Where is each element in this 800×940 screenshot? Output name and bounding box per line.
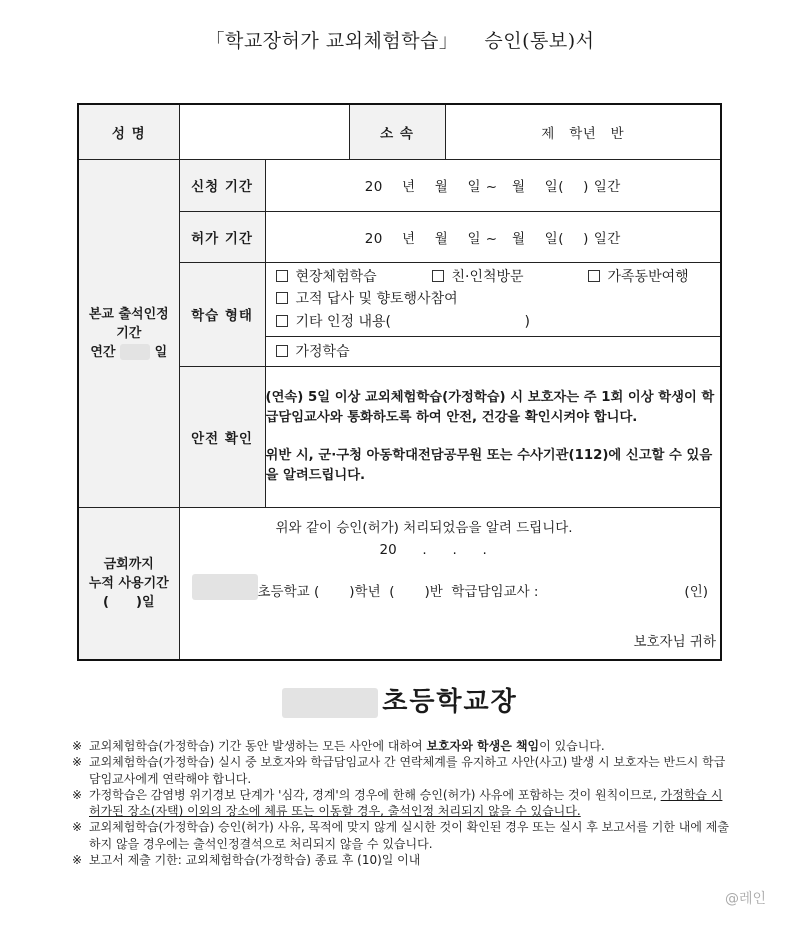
approval-recipient: 보호자님 귀하 (633, 633, 716, 650)
apply-period-value[interactable]: 20 년 월 일 ~ 월 일( ) 일간 (265, 159, 721, 211)
note-mark: ※ (72, 853, 83, 868)
document-title (0, 26, 800, 53)
approval-date[interactable]: 20 . . . (379, 541, 487, 558)
permit-period-value[interactable]: 20 년 월 일 ~ 월 일( ) 일간 (265, 211, 721, 262)
note-mark: ※ (72, 755, 83, 770)
attendance-label-3 (79, 343, 179, 362)
redacted-school-name (192, 574, 258, 600)
approval-form-table (77, 103, 722, 661)
option-field-trip[interactable] (276, 266, 432, 286)
dept-value[interactable]: 제 학년 반 (445, 104, 721, 159)
name-field[interactable] (179, 104, 349, 159)
note-text (89, 738, 732, 754)
note-item (72, 852, 732, 868)
dept-label: 소 속 (349, 104, 445, 159)
title-part-1: 「학교장허가 교외체험학습」 (205, 30, 459, 52)
safety-label: 안전 확인 (179, 366, 265, 507)
option-label: 고적 답사 및 향토행사참여 (295, 291, 458, 307)
cumulative-label-3: ( )일 (102, 594, 155, 610)
note-segment: 가정학습은 감염병 위기경보 단계가 '심각, 경계'의 경우에 한해 승인(허가) 사유에 포함하는 것이 원칙이므로, (89, 787, 661, 802)
note-text (89, 754, 732, 787)
note-segment: 가정학습 시 허가된 장소(자택) 이외의 장소에 체류 또는 이동할 경우, 출석인정 처리되지 않을 수 있습니다. (89, 787, 723, 819)
note-item (72, 819, 732, 852)
note-mark: ※ (72, 739, 83, 753)
cumulative-label-2: 누적 사용기간 (88, 575, 169, 591)
safety-text-2: 위반 시, 군·구청 아동학대전담공무원 또는 수사기관(112)에 신고할 수 있음을 알려드립니다. (265, 447, 713, 483)
note-segment: 교외체험학습(가정학습) 승인(허가) 사유, 목적에 맞지 않게 실시한 것이 확인된 경우 또는 실시 후 보고서를 기한 내에 제출하지 않을 경우에는 출석인정결석으로 처리되지 않을 수 있습니다. (89, 820, 729, 851)
checkbox-icon (276, 292, 288, 304)
note-segment: 보고서 제출 기한: 교외체험학습(가정학습) 종료 후 (10)일 이내 (89, 853, 421, 868)
apply-period-label: 신청 기간 (179, 159, 265, 211)
note-item (72, 738, 732, 754)
option-home-study[interactable] (266, 336, 721, 366)
attendance-label (78, 159, 179, 507)
checkbox-icon (588, 270, 600, 282)
row-name (78, 104, 721, 159)
attendance-label-3b: 일 (154, 344, 168, 360)
permit-period-label: 허가 기간 (179, 211, 265, 262)
redacted-days (120, 344, 150, 360)
option-historic-sites[interactable] (276, 287, 711, 310)
name-label: 성 명 (78, 104, 179, 159)
attendance-label-2: 기간 (116, 325, 142, 341)
option-label: 가정학습 (295, 344, 350, 360)
option-family-trip[interactable] (588, 266, 689, 286)
note-segment: 교외체험학습(가정학습) 실시 중 보호자와 학급담임교사 간 연락체계를 유지하고 사안(사고) 발생 시 보호자는 반드시 학급담임교사에게 연락해야 합니다. (89, 755, 726, 786)
note-mark: ※ (72, 820, 83, 835)
approval-block (179, 507, 721, 660)
option-label: 가족동반여행 (607, 268, 689, 285)
safety-text-1: (연속) 5일 이상 교외체험학습(가정학습) 시 보호자는 주 1회 이상 학생이 학급담임교사와 통화하도록 하여 안전, 건강을 확인시켜야 합니다. (265, 389, 715, 425)
option-label: 기타 인정 내용( ) (295, 314, 530, 330)
attendance-label-3a: 연간 (90, 344, 116, 360)
note-text (89, 819, 732, 852)
note-segment: 보호자와 학생은 책임 (426, 739, 540, 753)
option-relative-visit[interactable] (432, 266, 588, 286)
checkbox-icon (276, 315, 288, 327)
notes-section (72, 738, 732, 868)
note-segment: 이 있습니다. (539, 739, 605, 753)
note-mark: ※ (72, 787, 83, 802)
note-segment: 교외체험학습(가정학습) 기간 동안 발생하는 모든 사안에 대하여 (89, 739, 427, 753)
checkbox-icon (276, 270, 288, 282)
watermark: @레인 (725, 891, 767, 907)
note-text (89, 852, 732, 868)
teacher-seal: (인) (684, 583, 708, 600)
principal-title-text: 초등학교장 (382, 687, 518, 717)
cumulative-label (78, 507, 179, 660)
option-label: 친·인척방문 (451, 268, 524, 285)
approval-school-line[interactable]: 초등학교 ( )학년 ( )반 학급담임교사 : (257, 583, 539, 600)
checkbox-icon (276, 345, 288, 357)
title-part-2: 승인(통보)서 (484, 30, 595, 52)
cumulative-label-1: 금회까지 (103, 556, 154, 572)
option-label: 현장체험학습 (295, 268, 377, 285)
note-item (72, 787, 732, 820)
row-apply (78, 159, 721, 211)
redacted-school-name (282, 688, 378, 718)
checkbox-icon (432, 270, 444, 282)
study-type-label: 학습 형태 (179, 262, 265, 366)
note-text (89, 787, 732, 820)
safety-text (265, 366, 721, 507)
option-other[interactable] (276, 310, 711, 333)
study-type-options (265, 262, 721, 366)
row-approval (78, 507, 721, 660)
attendance-label-1: 본교 출석인정 (88, 306, 169, 322)
principal-title (0, 681, 800, 718)
approval-statement: 위와 같이 승인(허가) 처리되었음을 알려 드립니다. (275, 519, 573, 536)
note-item (72, 754, 732, 787)
